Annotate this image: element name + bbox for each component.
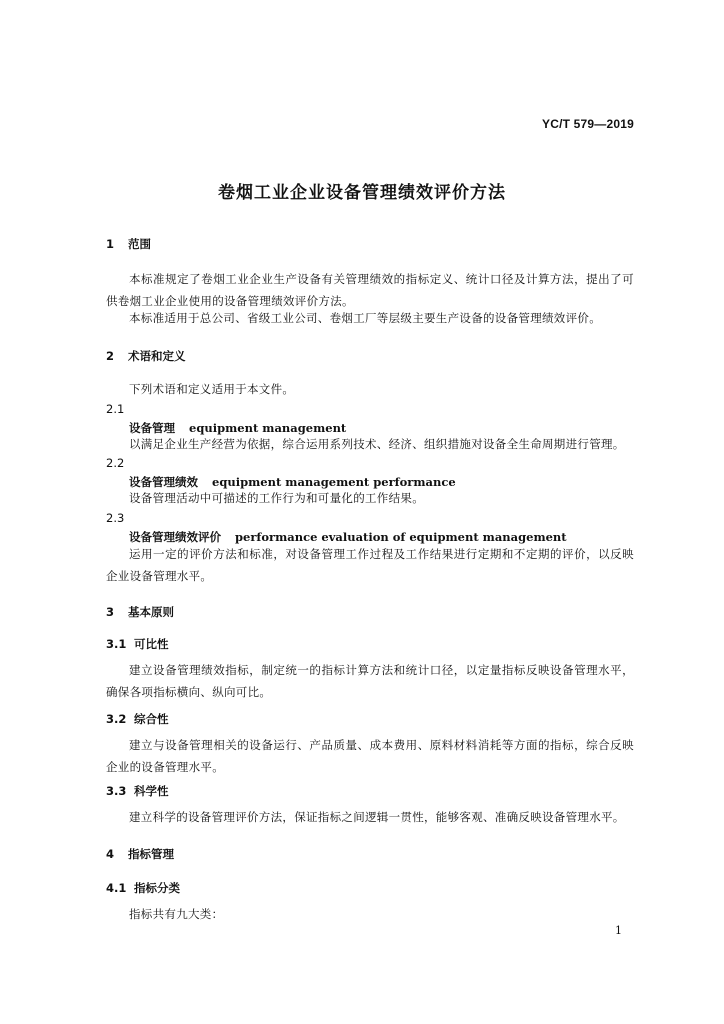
section-2-intro: 下列术语和定义适用于本文件。: [129, 382, 295, 396]
section-1-paragraph-1: 本标准规定了卷烟工业企业生产设备有关管理绩效的指标定义、统计口径及计算方法，提出了可供卷烟工业企业使用的设备管理绩效评价方法。: [106, 272, 634, 308]
subsection-title: 科学性: [134, 784, 169, 798]
section-4-heading: [106, 846, 174, 862]
subsection-3-3-text: 建立科学的设备管理评价方法，保证指标之间逻辑一贯性，能够客观、准确反映设备管理水平。: [129, 810, 625, 824]
term-definition: 设备管理活动中可描述的工作行为和可量化的工作结果。: [129, 491, 424, 505]
subsection-4-1-heading: [106, 880, 180, 896]
section-number: 1: [106, 237, 115, 251]
term-zh: 设备管理绩效: [129, 475, 198, 489]
term-en: performance evaluation of equipment management: [235, 530, 567, 544]
subsection-4-1-text: 指标共有九大类：: [129, 907, 224, 921]
section-number: 2: [106, 349, 115, 363]
clause-number: 2.2: [106, 456, 125, 470]
section-number: 4: [106, 847, 115, 861]
term-definition: 以满足企业生产经营为依据，综合运用系列技术、经济、组织措施对设备全生命周期进行管理。: [129, 437, 625, 451]
subsection-title: 指标分类: [134, 881, 180, 895]
section-title: 范围: [128, 237, 151, 251]
document-title: 卷烟工业企业设备管理绩效评价方法: [218, 183, 506, 203]
page-number: 1: [615, 924, 622, 937]
subsection-number: 3.3: [106, 784, 127, 798]
section-title: 术语和定义: [128, 349, 186, 363]
section-number: 3: [106, 605, 115, 619]
term-zh: 设备管理绩效评价: [129, 530, 221, 544]
standard-code: YC/T 579—2019: [542, 117, 634, 131]
term-zh: 设备管理: [129, 421, 175, 435]
term-en: equipment management: [189, 421, 347, 435]
section-1-heading: [106, 236, 151, 252]
term-en: equipment management performance: [212, 475, 456, 489]
section-title: 指标管理: [128, 847, 174, 861]
clause-number: 2.1: [106, 402, 125, 416]
section-3-heading: [106, 604, 174, 620]
section-title: 基本原则: [128, 605, 174, 619]
clause-number: 2.3: [106, 511, 125, 525]
subsection-number: 4.1: [106, 881, 127, 895]
section-2-heading: [106, 348, 186, 364]
subsection-number: 3.2: [106, 712, 127, 726]
subsection-title: 综合性: [134, 712, 169, 726]
subsection-title: 可比性: [134, 637, 169, 651]
subsection-3-2-text: 建立与设备管理相关的设备运行、产品质量、成本费用、原料材料消耗等方面的指标，综合反映企业的设备管理水平。: [106, 738, 634, 774]
subsection-3-2-heading: [106, 711, 169, 727]
subsection-3-1-text: 建立设备管理绩效指标，制定统一的指标计算方法和统计口径，以定量指标反映设备管理水平，确保各项指标横向、纵向可比。: [106, 663, 634, 699]
subsection-number: 3.1: [106, 637, 127, 651]
subsection-3-1-heading: [106, 636, 169, 652]
subsection-3-3-heading: [106, 783, 169, 799]
section-1-paragraph-2: 本标准适用于总公司、省级工业公司、卷烟工厂等层级主要生产设备的设备管理绩效评价。: [129, 311, 601, 325]
term-definition: 运用一定的评价方法和标准，对设备管理工作过程及工作结果进行定期和不定期的评价，以反映企业设备管理水平。: [106, 547, 634, 583]
